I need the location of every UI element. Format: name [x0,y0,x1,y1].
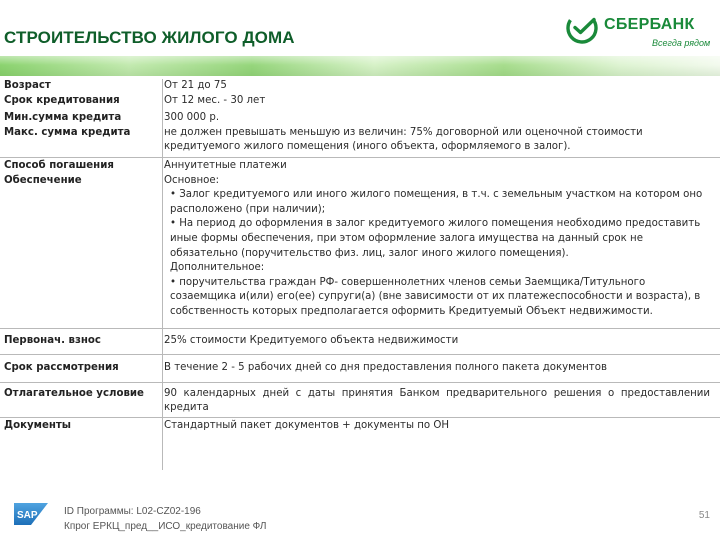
brand-tagline: Всегда рядом [652,38,711,48]
param-row-age [0,79,720,94]
param-row-repayment [0,158,720,174]
sap-logo [14,503,48,525]
brand-name: СБЕРБАНК [604,16,695,33]
param-value: В течение 2 - 5 рабочих дней со дня предоставления полного пакета документов [164,362,607,374]
loan-parameters-table [0,79,720,433]
program-name: Кпрог ЕРКЦ_пред__ИСО_кредитование ФЛ [64,521,267,532]
param-label: Документы [4,419,72,431]
collateral-main-heading: Основное: [164,174,220,186]
page-number: 51 [698,510,710,521]
collateral-extra-heading: Дополнительное: [170,262,265,274]
param-row-review [0,355,720,383]
param-label: Срок рассмотрения [4,362,119,374]
collateral-main-item: • Залог кредитуемого или иного жилого помещения, в т.ч. с земельным участком на котором оно расположено (при наличии); [170,189,703,215]
param-value: От 21 до 75 [164,80,227,91]
param-label: Обеспечение [4,174,82,186]
param-label: Отлагательное условие [4,387,144,399]
param-row-suspensive [0,383,720,418]
param-row-collateral [0,174,720,329]
param-value: Аннуитетные платежи [164,159,287,171]
program-id: ID Программы: L02-CZ02-196 [64,506,201,517]
param-label: Первонач. взнос [4,334,101,346]
collateral-main-item: • На период до оформления в залог кредитуемого жилого помещения необходимо предоставить иные формы обеспечения, при этом оформление залога имущества на данный срок не обязательно (поручительство физ. лиц, залог иного жилого помещения). [170,218,701,259]
param-label: Возраст [4,80,51,91]
param-value: не должен превышать меньшую из величин: 75% договорной или оценочной стоимости кредитуемого жилого помещения (иного объекта, оформляемого в залог). [164,126,643,153]
param-value: 25% стоимости Кредитуемого объекта недвижимости [164,334,459,346]
param-value: 300 000 р. [164,112,220,124]
sberbank-logo-icon [566,12,598,44]
param-row-max-amount [0,126,720,158]
collateral-extra-item: • поручительства граждан РФ- совершеннолетних членов семьи Заемщика/Титульного созаемщика и(или) его(ее) супруги(а) (вне зависимости от их платежеспособности и возраста), в собственность которых предполагается оформить Кредитуемый Объект недвижимости. [170,276,701,317]
page-title: СТРОИТЕЛЬСТВО ЖИЛОГО ДОМА [4,28,295,47]
param-label: Срок кредитования [4,94,120,106]
param-value: Стандартный пакет документов + документы по ОН [164,419,450,431]
param-value [160,174,710,320]
param-row-term [0,94,720,109]
param-value: 90 календарных дней с даты принятия Банком предварительного решения о предоставлении кредита [164,387,710,414]
param-label: Макс. сумма кредита [4,126,131,138]
sberbank-logo [566,10,714,52]
footer-program-info [64,504,267,534]
param-value: От 12 мес. - 30 лет [164,94,266,106]
header-band-shade [0,56,720,76]
param-label: Мин.сумма кредита [4,112,122,124]
param-row-down-payment [0,329,720,356]
param-row-min-amount [0,111,720,126]
param-row-documents [0,418,720,434]
sap-logo-text: SAP [17,510,38,521]
param-label: Способ погашения [4,159,114,171]
